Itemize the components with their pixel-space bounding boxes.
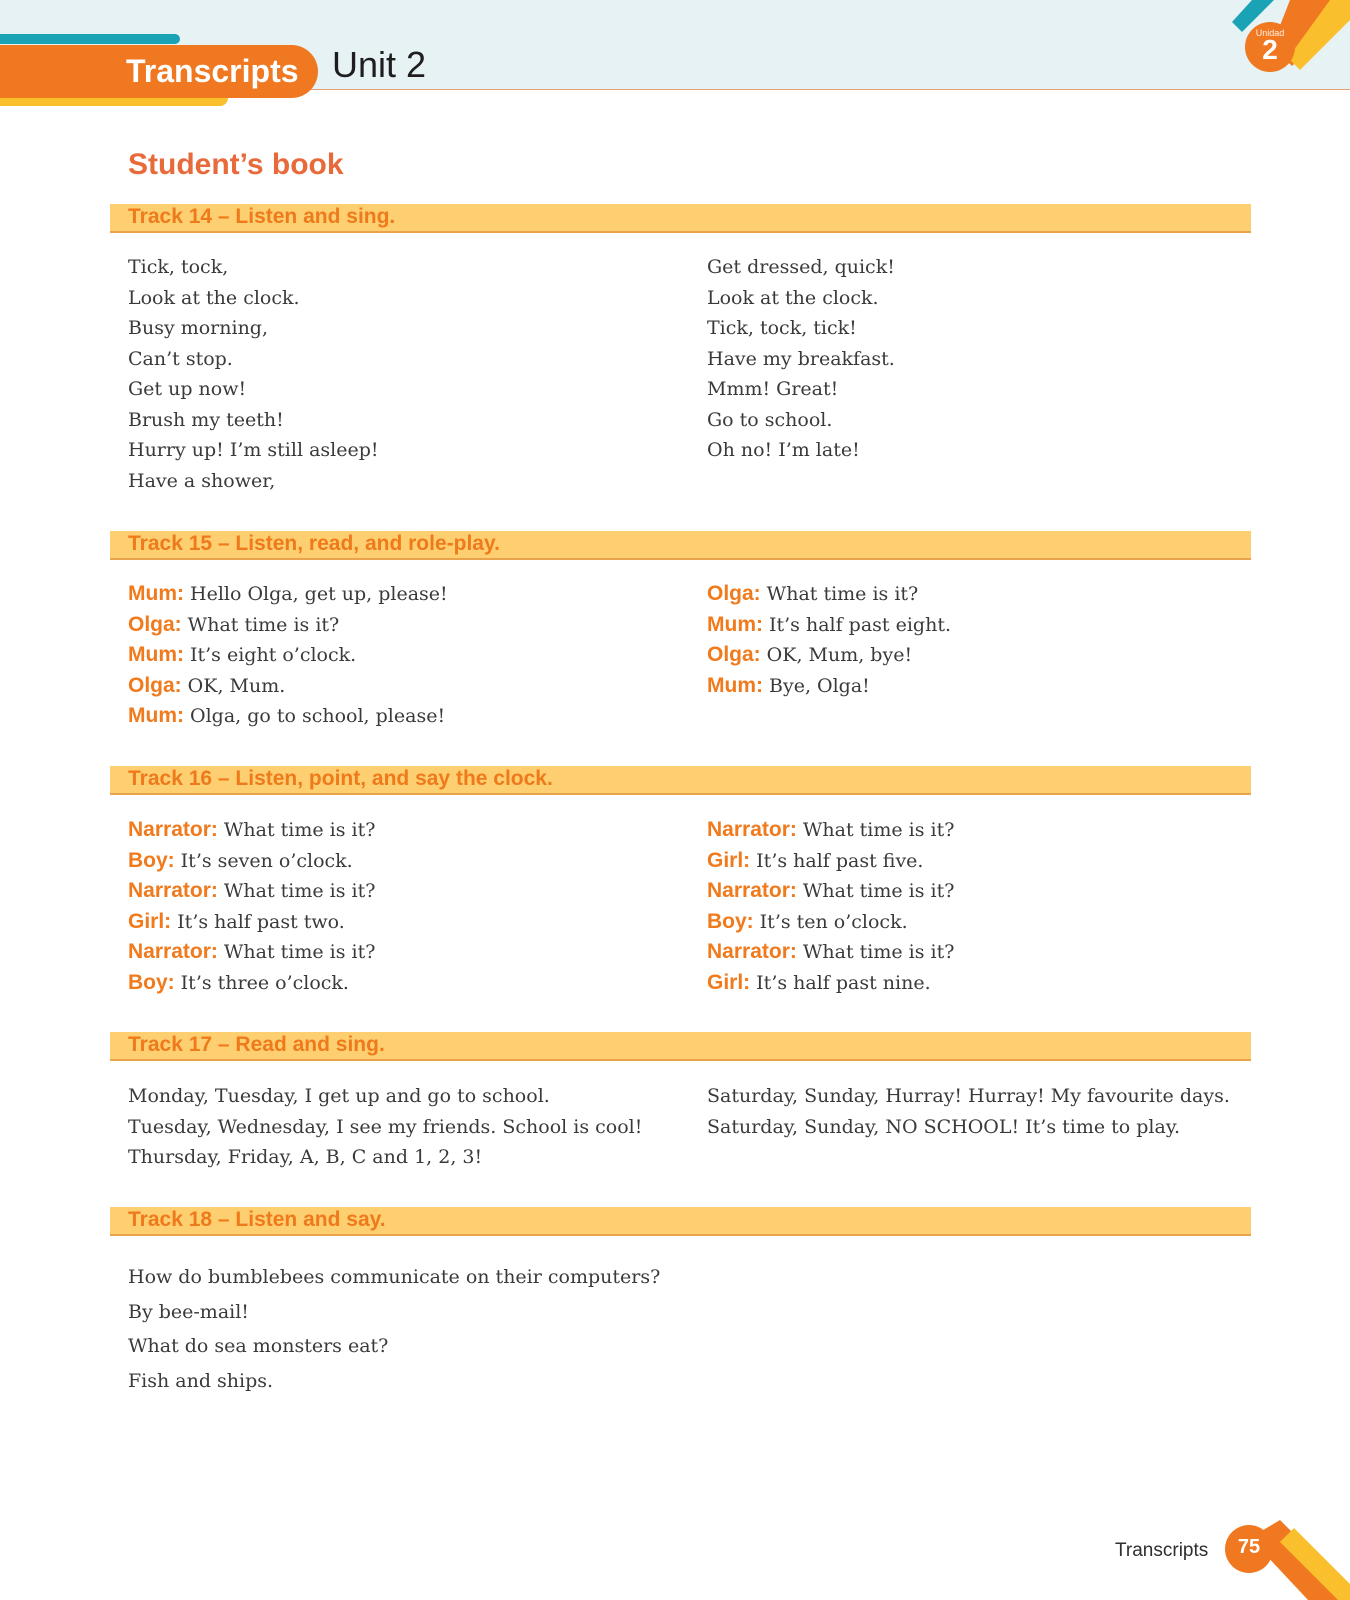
dialogue-line bbox=[128, 876, 375, 907]
speaker-label: Narrator: bbox=[707, 818, 797, 841]
track-title: Track 18 – Listen and say. bbox=[128, 1208, 386, 1231]
lyric-line: Have my breakfast. bbox=[707, 347, 895, 370]
speaker-label: Mum: bbox=[128, 643, 184, 666]
track-14-right-column bbox=[707, 252, 895, 466]
dialogue-text: What time is it? bbox=[223, 941, 376, 963]
lyric-line: Thursday, Friday, A, B, C and 1, 2, 3! bbox=[128, 1146, 483, 1168]
dialogue-line bbox=[128, 701, 448, 732]
dialogue-text: What time is it? bbox=[802, 880, 955, 902]
lyric-line: Look at the clock. bbox=[707, 286, 879, 309]
speaker-label: Mum: bbox=[707, 612, 763, 636]
track-header bbox=[110, 204, 1251, 233]
dialogue-text: OK, Mum, bye! bbox=[766, 644, 913, 666]
speaker-label: Olga: bbox=[128, 612, 182, 636]
unit-badge-label: Unidad bbox=[1255, 28, 1285, 38]
lyric-line: Tuesday, Wednesday, I see my friends. School is cool! bbox=[128, 1115, 643, 1138]
track-15-left-column bbox=[128, 579, 448, 732]
dialogue-line bbox=[707, 846, 954, 877]
dialogue-line bbox=[128, 907, 375, 938]
track-17-right-column bbox=[707, 1081, 1230, 1142]
header-title: Transcripts bbox=[126, 53, 299, 89]
dialogue-text: OK, Mum. bbox=[187, 674, 286, 697]
lyric-line: Oh no! I’m late! bbox=[707, 439, 860, 461]
dialogue-line bbox=[128, 671, 448, 702]
speaker-label: Girl: bbox=[707, 970, 751, 994]
track-header bbox=[110, 766, 1251, 795]
dialogue-text: What time is it? bbox=[223, 880, 376, 902]
track-16-right-column bbox=[707, 815, 954, 998]
lyric-line: Hurry up! I’m still asleep! bbox=[128, 439, 379, 461]
dialogue-line bbox=[707, 815, 954, 846]
speaker-label: Narrator: bbox=[128, 879, 218, 902]
dialogue-text: It’s three o’clock. bbox=[180, 971, 349, 994]
dialogue-line bbox=[707, 610, 951, 641]
dialogue-text: It’s half past two. bbox=[177, 910, 345, 933]
track-title: Track 14 – Listen and sing. bbox=[128, 205, 396, 228]
dialogue-text: What time is it? bbox=[802, 819, 955, 841]
speaker-label: Narrator: bbox=[128, 940, 218, 963]
dialogue-text: What time is it? bbox=[223, 819, 376, 841]
lyric-line: Monday, Tuesday, I get up and go to school. bbox=[128, 1085, 550, 1107]
speaker-label: Mum: bbox=[128, 704, 184, 727]
unit-badge bbox=[1245, 22, 1295, 72]
dialogue-text: It’s half past five. bbox=[756, 849, 924, 872]
dialogue-line bbox=[707, 579, 951, 610]
speaker-label: Narrator: bbox=[707, 940, 797, 963]
track-header bbox=[110, 1032, 1251, 1061]
track-14-left-column bbox=[128, 252, 379, 496]
speaker-label: Boy: bbox=[128, 970, 175, 994]
speaker-label: Girl: bbox=[707, 848, 751, 872]
track-header bbox=[110, 1207, 1251, 1236]
dialogue-text: It’s seven o’clock. bbox=[180, 849, 353, 872]
dialogue-text: What time is it? bbox=[766, 583, 919, 605]
lyric-line: Saturday, Sunday, Hurray! Hurray! My favourite days. bbox=[707, 1085, 1230, 1107]
lyric-line: Go to school. bbox=[707, 408, 833, 431]
joke-line: How do bumblebees communicate on their computers? bbox=[128, 1266, 661, 1288]
dialogue-line bbox=[707, 937, 954, 968]
section-title: Student’s book bbox=[128, 148, 344, 181]
unit-title: Unit 2 bbox=[332, 44, 427, 85]
teal-stripe bbox=[0, 34, 180, 44]
dialogue-line bbox=[128, 610, 448, 641]
speaker-label: Boy: bbox=[707, 909, 754, 933]
dialogue-line bbox=[707, 876, 954, 907]
page-number: 75 bbox=[1225, 1525, 1273, 1573]
dialogue-line bbox=[707, 968, 954, 999]
speaker-label: Olga: bbox=[707, 643, 761, 666]
track-title: Track 15 – Listen, read, and role-play. bbox=[128, 532, 500, 555]
lyric-line: Busy morning, bbox=[128, 317, 269, 339]
speaker-label: Boy: bbox=[128, 848, 175, 872]
lyric-line: Mmm! Great! bbox=[707, 378, 839, 400]
dialogue-line bbox=[128, 640, 448, 671]
dialogue-line bbox=[128, 579, 448, 610]
dialogue-line bbox=[707, 640, 951, 671]
track-15-right-column bbox=[707, 579, 951, 701]
lyric-line: Brush my teeth! bbox=[128, 408, 284, 431]
track-16-left-column bbox=[128, 815, 375, 998]
dialogue-text: It’s eight o’clock. bbox=[190, 644, 357, 666]
dialogue-line bbox=[707, 907, 954, 938]
lyric-line: Look at the clock. bbox=[128, 286, 300, 309]
dialogue-line bbox=[128, 846, 375, 877]
unit-badge-number: 2 bbox=[1262, 34, 1278, 65]
header-rule bbox=[300, 89, 1350, 90]
speaker-label: Olga: bbox=[707, 582, 761, 605]
speaker-label: Mum: bbox=[707, 673, 763, 697]
lyric-line: Saturday, Sunday, NO SCHOOL! It’s time to play. bbox=[707, 1115, 1181, 1138]
dialogue-text: It’s half past nine. bbox=[756, 971, 931, 994]
speaker-label: Girl: bbox=[128, 909, 172, 933]
dialogue-line bbox=[128, 815, 375, 846]
lyric-line: Have a shower, bbox=[128, 469, 276, 492]
speaker-label: Olga: bbox=[128, 673, 182, 697]
lyric-line: Tick, tock, bbox=[128, 256, 229, 278]
dialogue-text: It’s half past eight. bbox=[769, 613, 951, 636]
dialogue-text: Olga, go to school, please! bbox=[190, 705, 446, 727]
dialogue-text: Bye, Olga! bbox=[769, 674, 870, 697]
track-title: Track 17 – Read and sing. bbox=[128, 1033, 385, 1056]
dialogue-text: What time is it? bbox=[187, 613, 340, 636]
dialogue-line bbox=[707, 671, 951, 702]
dialogue-text: It’s ten o’clock. bbox=[759, 910, 908, 933]
track-17-left-column bbox=[128, 1081, 642, 1173]
joke-line: Fish and ships. bbox=[128, 1369, 274, 1392]
header-title-pill bbox=[0, 45, 318, 98]
lyric-line: Get up now! bbox=[128, 378, 247, 400]
dialogue-line bbox=[128, 968, 375, 999]
joke-line: What do sea monsters eat? bbox=[128, 1335, 389, 1357]
track-18-column bbox=[128, 1260, 660, 1398]
dialogue-line bbox=[128, 937, 375, 968]
speaker-label: Narrator: bbox=[707, 879, 797, 902]
dialogue-text: What time is it? bbox=[802, 941, 955, 963]
track-title: Track 16 – Listen, point, and say the clock. bbox=[128, 767, 553, 790]
lyric-line: Get dressed, quick! bbox=[707, 256, 895, 278]
dialogue-text: Hello Olga, get up, please! bbox=[190, 583, 448, 605]
lyric-line: Tick, tock, tick! bbox=[707, 317, 857, 339]
joke-line: By bee-mail! bbox=[128, 1300, 249, 1323]
footer-label: Transcripts bbox=[1115, 1540, 1209, 1561]
lyric-line: Can’t stop. bbox=[128, 347, 233, 370]
speaker-label: Narrator: bbox=[128, 818, 218, 841]
speaker-label: Mum: bbox=[128, 582, 184, 605]
track-header bbox=[110, 531, 1251, 560]
